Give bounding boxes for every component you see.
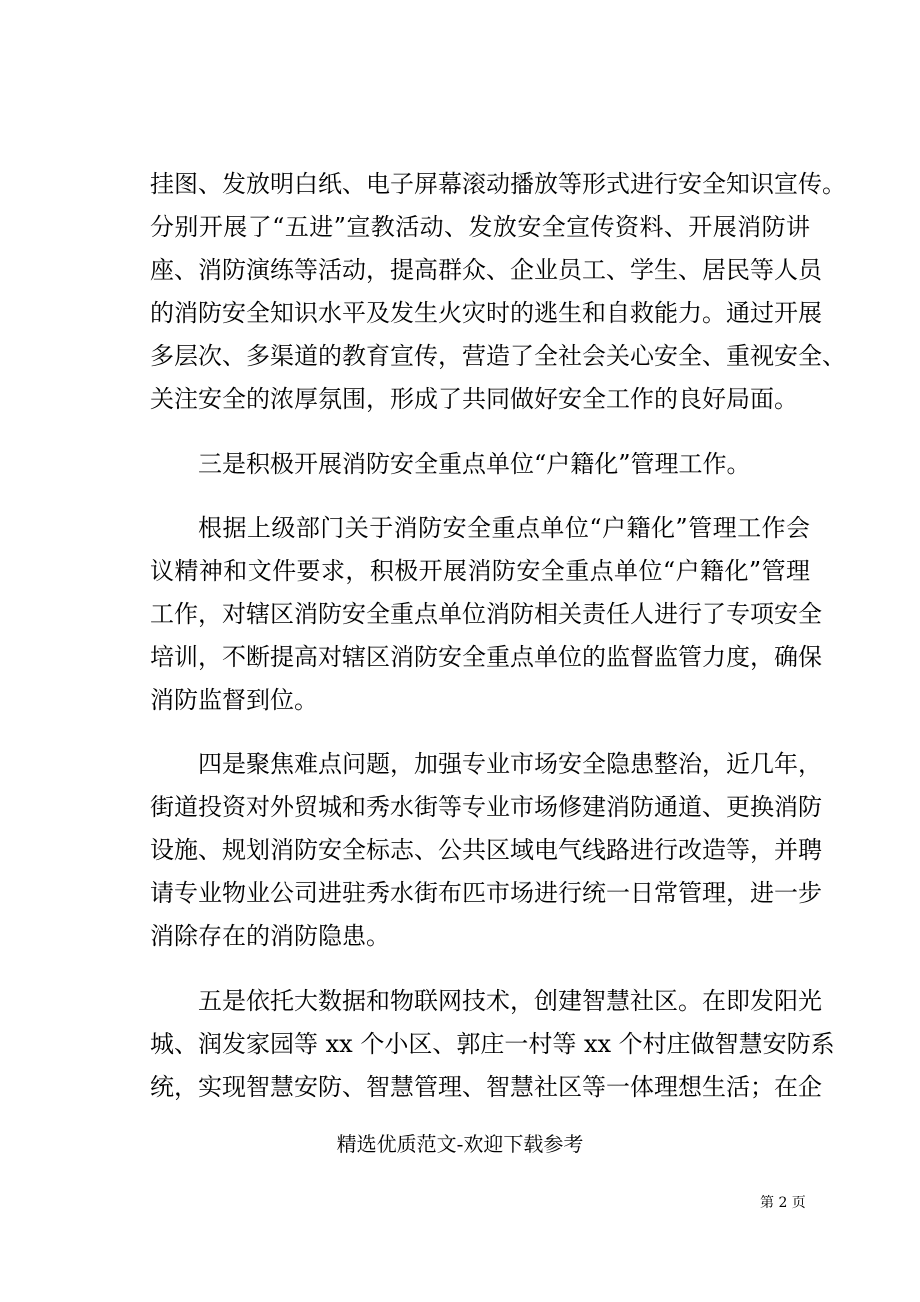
page-footer: 精选优质范文-欢迎下载参考 (336, 1132, 584, 1156)
section-heading: 三是积极开展消防安全重点单位“户籍化”管理工作。 (198, 450, 751, 478)
body-text-line: 议精神和文件要求，积极开展消防安全重点单位“户籍化”管理 (150, 557, 810, 585)
body-text-line: 城、润发家园等 xx 个小区、郭庄一村等 xx 个村庄做智慧安防系 (150, 1030, 835, 1058)
body-text-line: 多层次、多渠道的教育宣传，营造了全社会关心安全、重视安全、 (150, 342, 846, 370)
body-text-line: 消除存在的消防隐患。 (150, 922, 390, 950)
body-text-line: 请专业物业公司进驻秀水街布匹市场进行统一日常管理，进一步 (150, 879, 822, 907)
body-text-line: 四是聚焦难点问题，加强专业市场安全隐患整治，近几年， (198, 750, 822, 778)
body-text-line: 街道投资对外贸城和秀水街等专业市场修建消防通道、更换消防 (150, 793, 822, 821)
body-text-line: 五是依托大数据和物联网技术，创建智慧社区。在即发阳光 (198, 987, 822, 1015)
body-text-line: 关注安全的浓厚氛围，形成了共同做好安全工作的良好局面。 (150, 385, 798, 413)
body-text-line: 根据上级部门关于消防安全重点单位“户籍化”管理工作会 (198, 514, 810, 542)
body-text-line: 设施、规划消防安全标志、公共区域电气线路进行改造等，并聘 (150, 836, 822, 864)
body-text-line: 消防监督到位。 (150, 686, 318, 714)
body-text-line: 挂图、发放明白纸、电子屏幕滚动播放等形式进行安全知识宣传。 (150, 170, 846, 198)
body-text-line: 统，实现智慧安防、智慧管理、智慧社区等一体理想生活；在企 (150, 1073, 822, 1101)
body-text-line: 座、消防演练等活动，提高群众、企业员工、学生、居民等人员 (150, 256, 822, 284)
body-text-line: 的消防安全知识水平及发生火灾时的逃生和自救能力。通过开展 (150, 299, 822, 327)
body-text-line: 分别开展了“五进”宣教活动、发放安全宣传资料、开展消防讲 (150, 213, 810, 241)
body-text-line: 工作，对辖区消防安全重点单位消防相关责任人进行了专项安全 (150, 600, 822, 628)
body-text-line: 培训，不断提高对辖区消防安全重点单位的监督监管力度，确保 (150, 643, 822, 671)
page-number: 第 2 页 (760, 1195, 806, 1211)
